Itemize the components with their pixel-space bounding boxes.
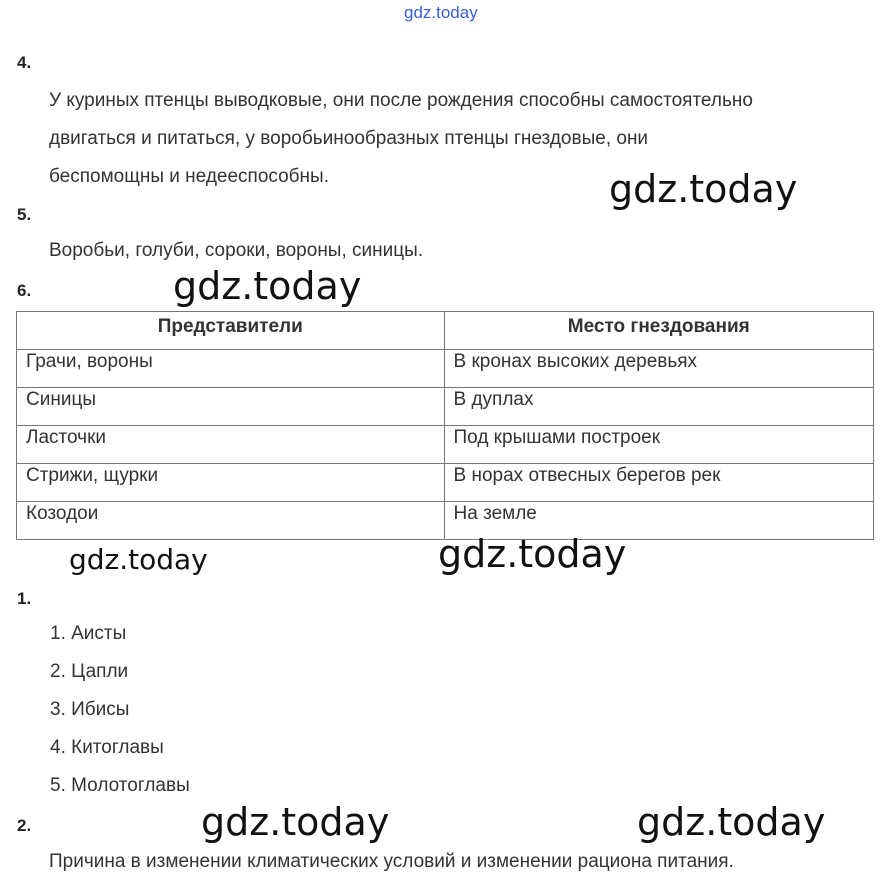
table-cell-representative: Козодои [17,502,445,540]
answer-4-line-2: двигаться и питаться, у воробьинообразных птенцы гнездовые, они [49,128,649,149]
list-item: 2. Цапли [50,661,129,682]
answer-2-text: Причина в изменении климатических условий и изменении рациона питания. [49,851,734,872]
watermark: gdz.today [609,167,798,211]
watermark: gdz.today [637,800,826,844]
watermark: gdz.today [69,543,208,576]
table-cell-nesting-place: В дуплах [444,388,873,426]
table-cell-representative: Ласточки [17,426,445,464]
site-logo-link[interactable]: gdz.today [404,3,478,22]
table-cell-nesting-place: Под крышами построек [444,426,873,464]
table-cell-nesting-place: В норах отвесных берегов рек [444,464,873,502]
table-cell-representative: Стрижи, щурки [17,464,445,502]
table-row [17,350,874,388]
watermark: gdz.today [201,800,390,844]
question-number-4: 4. [17,53,32,72]
list-item: 5. Молотоглавы [50,775,190,796]
question-number-5: 5. [17,205,32,224]
table-row [17,426,874,464]
answer-4-line-3: беспомощны и недееспособны. [49,166,329,187]
table-row [17,464,874,502]
table-header-representatives: Представители [17,312,445,350]
answer-4-line-1: У куриных птенцы выводковые, они после рождения способны самостоятельно [49,90,753,111]
list-item: 4. Китоглавы [50,737,164,758]
list-item: 3. Ибисы [50,699,130,720]
answer-5-text: Воробьи, голуби, сороки, вороны, синицы. [49,240,424,261]
table-header-nesting-place: Место гнездования [444,312,873,350]
table-cell-nesting-place: В кронах высоких деревьях [444,350,873,388]
table-cell-representative: Синицы [17,388,445,426]
question-number-6: 6. [17,281,32,300]
table-cell-nesting-place: На земле [444,502,873,540]
nesting-table [16,311,874,540]
table-row [17,388,874,426]
table-cell-representative: Грачи, вороны [17,350,445,388]
question-number-1: 1. [17,589,32,608]
list-item: 1. Аисты [50,623,127,644]
question-number-2: 2. [17,816,32,835]
table-header-row [17,312,874,350]
watermark: gdz.today [438,532,627,576]
watermark: gdz.today [173,264,362,308]
